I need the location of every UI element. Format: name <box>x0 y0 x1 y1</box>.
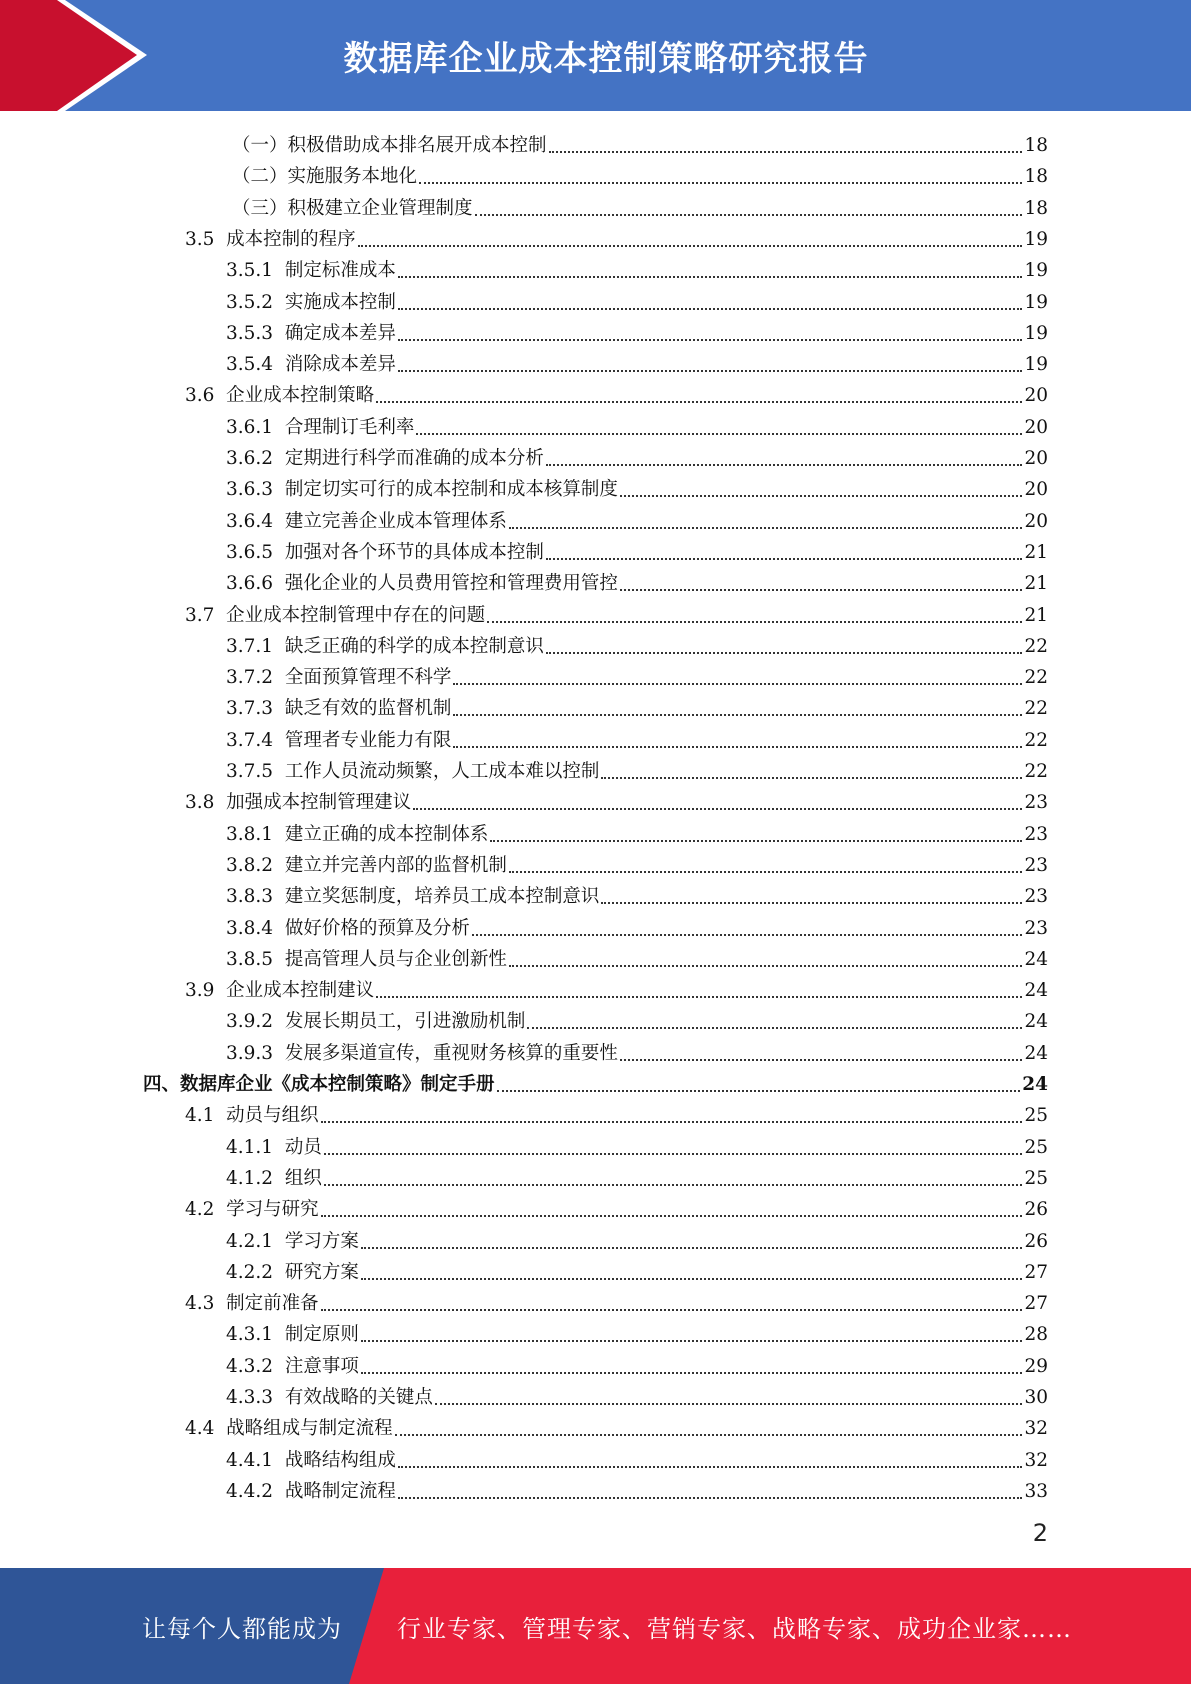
toc-entry-page: 32 <box>1024 1450 1048 1471</box>
toc-entry-page: 22 <box>1024 730 1048 751</box>
toc-entry-label: 4.1.1 动员 <box>226 1137 322 1158</box>
toc-entry-label: （三）积极建立企业管理制度 <box>232 198 473 219</box>
toc-entry[interactable] <box>226 690 1048 721</box>
toc-entry-label: 3.6.2 定期进行科学而准确的成本分析 <box>226 448 544 469</box>
toc-entry-label: 4.2.1 学习方案 <box>226 1231 359 1252</box>
toc-entry-page: 25 <box>1024 1168 1048 1189</box>
toc-entry-label: 3.9.3 发展多渠道宣传，重视财务核算的重要性 <box>226 1043 618 1064</box>
toc-dot-leader <box>324 1153 1023 1155</box>
toc-entry-label: 3.9.2 发展长期员工，引进激励机制 <box>226 1011 526 1032</box>
toc-dot-leader <box>453 746 1022 748</box>
toc-entry[interactable] <box>185 1097 1048 1128</box>
toc-entry[interactable] <box>226 1035 1048 1066</box>
toc-entry-label: 3.7 企业成本控制管理中存在的问题 <box>185 605 486 626</box>
toc-entry-label: 4.3 制定前准备 <box>185 1293 319 1314</box>
toc-entry[interactable] <box>226 252 1048 283</box>
toc-entry-label: 3.5.2 实施成本控制 <box>226 292 396 313</box>
toc-entry-page: 22 <box>1024 667 1048 688</box>
toc-dot-leader <box>527 1027 1022 1029</box>
toc-dot-leader <box>546 652 1023 654</box>
toc-entry-page: 24 <box>1024 1043 1048 1064</box>
toc-dot-leader <box>324 1184 1023 1186</box>
toc-entry-label: 3.8 加强成本控制管理建议 <box>185 792 412 813</box>
toc-entry[interactable] <box>226 1348 1048 1379</box>
toc-dot-leader <box>509 871 1023 873</box>
toc-entry-page: 23 <box>1024 855 1048 876</box>
toc-entry-label: 3.7.5 工作人员流动频繁，人工成本难以控制 <box>226 761 600 782</box>
toc-dot-leader <box>398 276 1023 278</box>
toc-dot-leader <box>546 464 1023 466</box>
toc-entry[interactable] <box>226 1379 1048 1410</box>
toc-entry-label: 3.7.2 全面预算管理不科学 <box>226 667 452 688</box>
toc-entry-label: 4.3.1 制定原则 <box>226 1324 359 1345</box>
toc-dot-leader <box>472 934 1023 936</box>
toc-entry-page: 21 <box>1024 573 1048 594</box>
toc-dot-leader <box>361 1278 1023 1280</box>
toc-entry-page: 22 <box>1024 761 1048 782</box>
toc-entry-label: 3.7.3 缺乏有效的监督机制 <box>226 698 452 719</box>
toc-dot-leader <box>601 902 1022 904</box>
toc-entry[interactable] <box>226 1473 1048 1504</box>
toc-dot-leader <box>549 151 1023 153</box>
toc-entry-label: 3.6.6 强化企业的人员费用管控和管理费用管控 <box>226 573 618 594</box>
toc-entry-label: 3.6.3 制定切实可行的成本控制和成本核算制度 <box>226 479 618 500</box>
toc-entry[interactable] <box>185 784 1048 815</box>
toc-entry-label: 3.6 企业成本控制策略 <box>185 385 375 406</box>
toc-entry-label: 4.2.2 研究方案 <box>226 1262 359 1283</box>
toc-entry-page: 33 <box>1024 1481 1048 1502</box>
toc-entry-label: 4.4.2 战略制定流程 <box>226 1481 396 1502</box>
page-number: 2 <box>1032 1519 1048 1547</box>
toc-dot-leader <box>620 589 1023 591</box>
toc-entry-label: 3.8.3 建立奖惩制度，培养员工成本控制意识 <box>226 886 600 907</box>
toc-entry-label: 4.4 战略组成与制定流程 <box>185 1418 393 1439</box>
toc-entry[interactable] <box>185 1191 1048 1222</box>
toc-entry-page: 25 <box>1024 1137 1048 1158</box>
toc-entry-page: 28 <box>1024 1324 1048 1345</box>
toc-entry[interactable] <box>226 1003 1048 1034</box>
toc-entry[interactable] <box>226 847 1048 878</box>
toc-entry[interactable] <box>185 377 1048 408</box>
toc-entry-page: 19 <box>1024 229 1048 250</box>
toc-entry-label: 4.4.1 战略结构组成 <box>226 1450 396 1471</box>
toc-dot-leader <box>395 1434 1023 1436</box>
toc-entry-label: 4.2 学习与研究 <box>185 1199 319 1220</box>
toc-entry[interactable] <box>185 972 1048 1003</box>
toc-entry-page: 26 <box>1024 1199 1048 1220</box>
toc-dot-leader <box>376 401 1022 403</box>
toc-entry[interactable] <box>226 565 1048 596</box>
toc-entry[interactable] <box>226 315 1048 346</box>
toc-entry[interactable] <box>185 597 1048 628</box>
toc-dot-leader <box>475 214 1023 216</box>
footer-slogan-right: 行业专家、管理专家、营销专家、战略专家、成功企业家…… <box>397 1614 1072 1643</box>
toc-entry-page: 32 <box>1024 1418 1048 1439</box>
toc-entry-label: 4.3.2 注意事项 <box>226 1356 359 1377</box>
toc-entry-page: 30 <box>1024 1387 1048 1408</box>
toc-dot-leader <box>361 1247 1023 1249</box>
toc-entry-label: 3.5.1 制定标准成本 <box>226 260 396 281</box>
toc-entry-label: 3.5.3 确定成本差异 <box>226 323 396 344</box>
toc-entry[interactable] <box>143 1066 1048 1097</box>
document-title: 数据库企业成本控制策略研究报告 <box>343 39 869 79</box>
toc-dot-leader <box>321 1121 1023 1123</box>
toc-entry-page: 22 <box>1024 698 1048 719</box>
toc-dot-leader <box>546 558 1023 560</box>
toc-entry[interactable] <box>226 1160 1048 1191</box>
toc-entry-page: 20 <box>1024 385 1048 406</box>
toc-entry-page: 22 <box>1024 636 1048 657</box>
toc-entry-label: 3.8.2 建立并完善内部的监督机制 <box>226 855 507 876</box>
toc-entry[interactable] <box>226 1223 1048 1254</box>
toc-dot-leader <box>509 527 1023 529</box>
toc-entry-label: 4.1 动员与组织 <box>185 1105 319 1126</box>
toc-dot-leader <box>413 808 1022 810</box>
toc-entry-page: 21 <box>1024 542 1048 563</box>
toc-entry-page: 18 <box>1024 166 1048 187</box>
toc-entry[interactable] <box>226 816 1048 847</box>
toc-entry[interactable] <box>226 534 1048 565</box>
toc-entry-label: 3.7.1 缺乏正确的科学的成本控制意识 <box>226 636 544 657</box>
toc-entry-page: 19 <box>1024 323 1048 344</box>
toc-dot-leader <box>361 1372 1023 1374</box>
toc-entry-page: 20 <box>1024 479 1048 500</box>
toc-entry[interactable] <box>226 878 1048 909</box>
toc-entry-page: 24 <box>1024 1011 1048 1032</box>
toc-entry[interactable] <box>185 1410 1048 1441</box>
toc-entry[interactable] <box>232 190 1048 221</box>
toc-entry[interactable] <box>185 221 1048 252</box>
toc-entry[interactable] <box>226 409 1048 440</box>
toc-entry-page: 21 <box>1024 605 1048 626</box>
toc-entry-page: 25 <box>1024 1105 1048 1126</box>
toc-entry-page: 23 <box>1024 886 1048 907</box>
toc-dot-leader <box>419 182 1022 184</box>
toc-entry[interactable] <box>226 753 1048 784</box>
toc-entry-label: 3.9 企业成本控制建议 <box>185 980 375 1001</box>
toc-dot-leader <box>601 777 1022 779</box>
toc-entry-label: 3.6.5 加强对各个环节的具体成本控制 <box>226 542 544 563</box>
toc-entry-page: 26 <box>1024 1231 1048 1252</box>
toc-entry-page: 24 <box>1024 949 1048 970</box>
toc-entry[interactable] <box>232 127 1048 158</box>
toc-entry[interactable] <box>226 722 1048 753</box>
toc-entry-page: 18 <box>1024 198 1048 219</box>
toc-entry[interactable] <box>232 158 1048 189</box>
toc-entry-label: 3.5.4 消除成本差异 <box>226 354 396 375</box>
toc-dot-leader <box>620 1059 1023 1061</box>
toc-dot-leader <box>398 308 1023 310</box>
toc-entry[interactable] <box>226 346 1048 377</box>
toc-dot-leader <box>376 996 1022 998</box>
toc-dot-leader <box>398 1466 1023 1468</box>
toc-entry-label: 3.7.4 管理者专业能力有限 <box>226 730 452 751</box>
toc-entry-label: 3.5 成本控制的程序 <box>185 229 356 250</box>
toc-dot-leader <box>490 840 1022 842</box>
page-footer <box>0 1568 1191 1684</box>
toc-dot-leader <box>321 1309 1023 1311</box>
toc-entry-label: 4.3.3 有效战略的关键点 <box>226 1387 433 1408</box>
toc-dot-leader <box>321 1215 1023 1217</box>
toc-entry-page: 20 <box>1024 448 1048 469</box>
toc-dot-leader <box>358 245 1023 247</box>
toc-entry[interactable] <box>226 1442 1048 1473</box>
toc-dot-leader <box>487 621 1022 623</box>
toc-entry-page: 19 <box>1024 292 1048 313</box>
toc-entry[interactable] <box>226 659 1048 690</box>
toc-entry-page: 29 <box>1024 1356 1048 1377</box>
toc-entry-page: 27 <box>1024 1262 1048 1283</box>
toc-entry[interactable] <box>226 1316 1048 1347</box>
toc-entry[interactable] <box>226 628 1048 659</box>
toc-entry[interactable] <box>226 910 1048 941</box>
toc-entry-page: 18 <box>1024 135 1048 156</box>
toc-dot-leader <box>453 714 1022 716</box>
toc-entry-page: 19 <box>1024 354 1048 375</box>
toc-entry-label: 3.8.4 做好价格的预算及分析 <box>226 918 470 939</box>
toc-dot-leader <box>398 1497 1023 1499</box>
toc-entry-page: 23 <box>1024 918 1048 939</box>
toc-dot-leader <box>435 1403 1023 1405</box>
toc-entry-label: 3.6.4 建立完善企业成本管理体系 <box>226 511 507 532</box>
footer-slogan-left: 让每个人都能成为 <box>142 1614 342 1643</box>
toc-dot-leader <box>416 433 1022 435</box>
toc-entry[interactable] <box>226 284 1048 315</box>
toc-entry-page: 23 <box>1024 792 1048 813</box>
toc-dot-leader <box>398 339 1023 341</box>
toc-entry[interactable] <box>185 1285 1048 1316</box>
toc-entry-page: 27 <box>1024 1293 1048 1314</box>
toc-entry[interactable] <box>226 503 1048 534</box>
toc-entry-label: 四、数据库企业《成本控制策略》制定手册 <box>143 1074 495 1095</box>
toc-entry[interactable] <box>226 941 1048 972</box>
toc-entry[interactable] <box>226 1129 1048 1160</box>
toc-entry-label: （一）积极借助成本排名展开成本控制 <box>232 135 547 156</box>
toc-entry-label: （二）实施服务本地化 <box>232 166 418 187</box>
toc-entry-label: 4.1.2 组织 <box>226 1168 322 1189</box>
toc-dot-leader <box>453 683 1022 685</box>
toc-entry-page: 24 <box>1024 980 1048 1001</box>
page-header <box>0 0 1191 111</box>
toc-dot-leader <box>361 1340 1023 1342</box>
toc-entry-page: 24 <box>1022 1074 1048 1095</box>
toc-entry-page: 20 <box>1024 511 1048 532</box>
toc-entry-page: 20 <box>1024 417 1048 438</box>
toc-entry-label: 3.6.1 合理制订毛利率 <box>226 417 415 438</box>
toc-dot-leader <box>398 370 1023 372</box>
toc-entry-page: 19 <box>1024 260 1048 281</box>
toc-entry-page: 23 <box>1024 824 1048 845</box>
toc-entry-label: 3.8.1 建立正确的成本控制体系 <box>226 824 489 845</box>
toc-dot-leader <box>509 965 1023 967</box>
toc-entry[interactable] <box>226 1254 1048 1285</box>
toc-entry[interactable] <box>226 440 1048 471</box>
toc-entry-label: 3.8.5 提高管理人员与企业创新性 <box>226 949 507 970</box>
toc-dot-leader <box>620 495 1023 497</box>
toc-dot-leader <box>497 1090 1021 1092</box>
toc-entry[interactable] <box>226 471 1048 502</box>
